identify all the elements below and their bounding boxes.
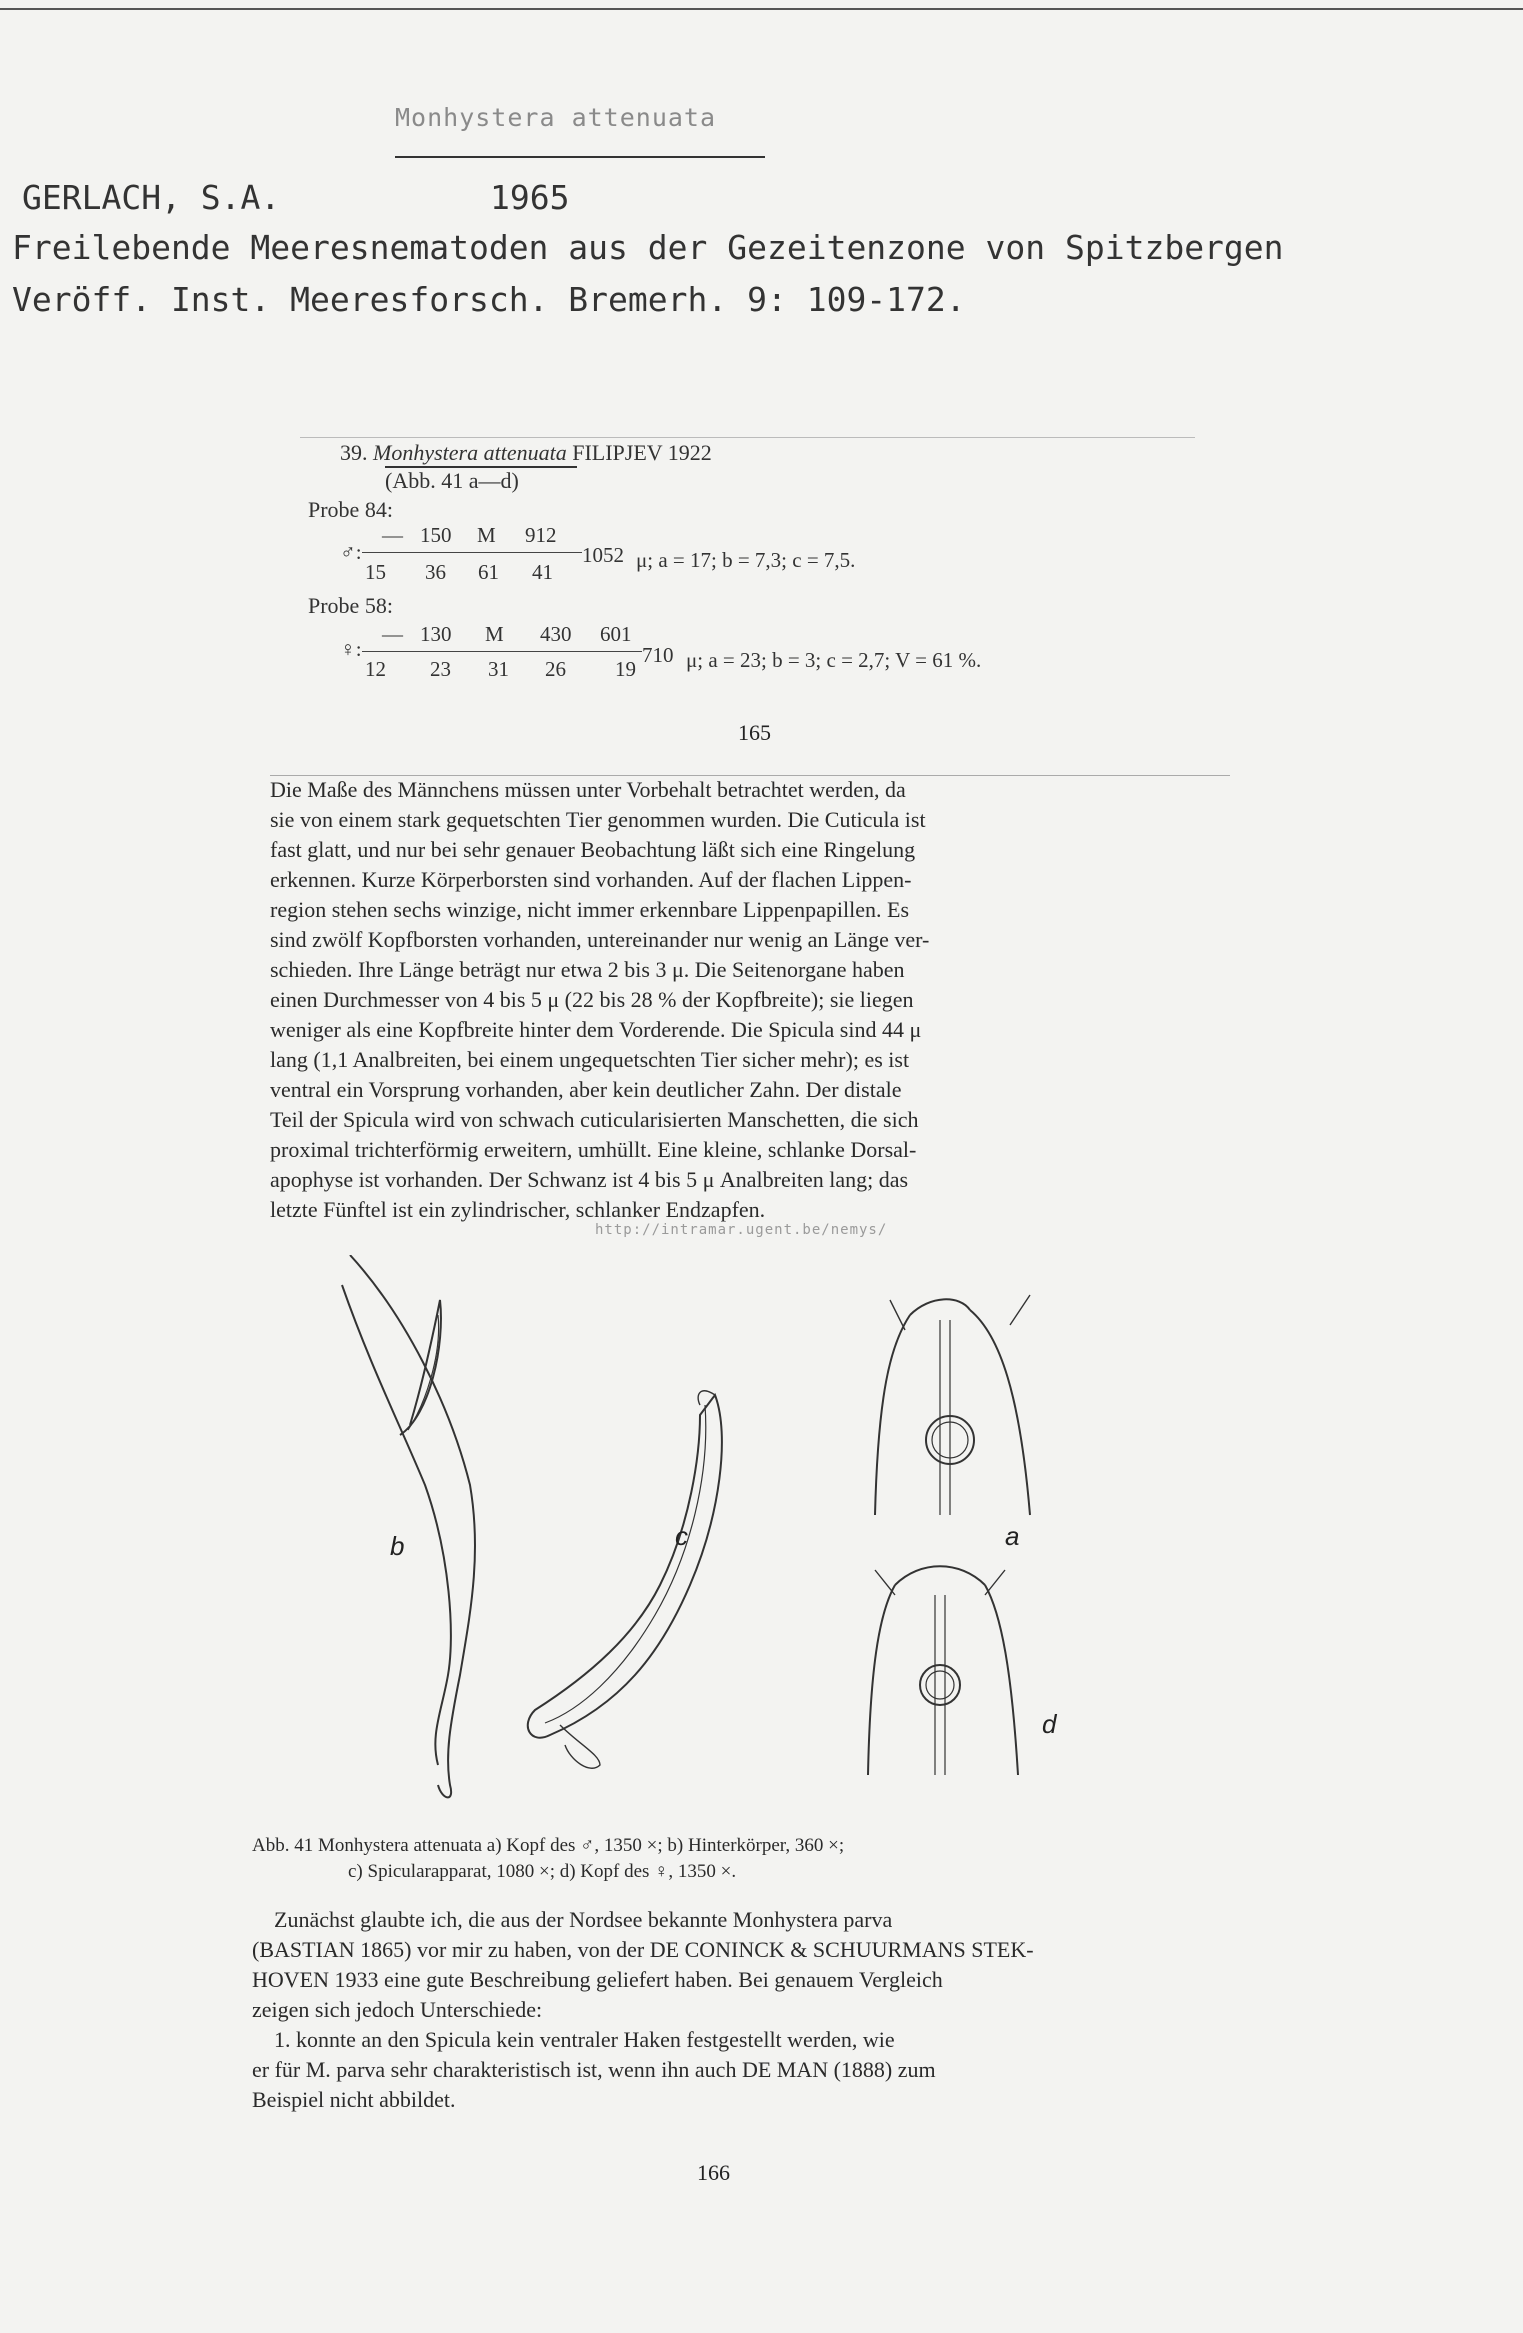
comparison-paragraph	[252, 1905, 1034, 2115]
description-line: erkennen. Kurze Körperborsten sind vorhanden. Auf der flachen Lippen-	[270, 867, 912, 892]
female-top-1: 130	[420, 622, 452, 646]
comparison-line: er für M. parva sehr charakteristisch ist, wenn ihn auch DE MAN (1888) zum	[252, 2057, 936, 2082]
description-line: Die Maße des Männchens müssen unter Vorbehalt betrachtet werden, da	[270, 777, 906, 802]
species-entry-heading	[340, 440, 712, 466]
male-top-3: 912	[525, 523, 557, 547]
female-top-3: 430	[540, 622, 572, 646]
citation-title: Freilebende Meeresnematoden aus der Gezeitenzone von Spitzbergen	[12, 228, 1284, 267]
probe-84-label: Probe 84:	[308, 497, 393, 522]
comparison-line: 1. konnte an den Spicula kein ventraler Haken festgestellt werden, wie	[274, 2027, 895, 2052]
male-bottom-0: 15	[365, 560, 386, 584]
figure-label-a: a	[1005, 1521, 1020, 1551]
drawing-c-spicule	[528, 1395, 722, 1738]
probe-58-label: Probe 58:	[308, 593, 393, 618]
female-symbol: ♀:	[340, 637, 362, 661]
description-line: einen Durchmesser von 4 bis 5 μ (22 bis 28 % der Kopfbreite); sie liegen	[270, 987, 914, 1012]
entry-authority: FILIPJEV 1922	[572, 440, 712, 465]
description-line: sie von einem stark gequetschten Tier genommen wurden. Die Cuticula ist	[270, 807, 926, 832]
male-bottom-1: 36	[425, 560, 446, 584]
drawing-b-dorsal	[350, 1255, 475, 1797]
comparison-line: zeigen sich jedoch Unterschiede:	[252, 1997, 543, 2022]
comparison-line: (BASTIAN 1865) vor mir zu haben, von der DE CONINCK & SCHUURMANS STEK-	[252, 1937, 1034, 1962]
female-top-2: M	[485, 622, 504, 646]
drawing-b-hindbody	[342, 1285, 451, 1765]
description-paragraph	[270, 775, 1225, 1225]
male-top-2: M	[477, 523, 496, 547]
male-bottom-3: 41	[532, 560, 553, 584]
entry-number: 39.	[340, 440, 368, 465]
drawing-a-head-left	[875, 1315, 910, 1515]
drawing-a-head-right	[970, 1310, 1030, 1515]
male-bottom-2: 61	[478, 560, 499, 584]
figure-caption	[252, 1833, 844, 1885]
page-number-165: 165	[738, 720, 771, 745]
entry-species-name: Monhystera attenuata	[373, 440, 567, 465]
watermark-url: http://intramar.ugent.be/nemys/	[595, 1222, 888, 1238]
page-number-166: 166	[697, 2160, 730, 2185]
description-line: lang (1,1 Analbreiten, bei einem ungequetschten Tier sicher mehr); es ist	[270, 1047, 910, 1072]
description-line: weniger als eine Kopfbreite hinter dem Vorderende. Die Spicula sind 44 μ	[270, 1017, 922, 1042]
drawing-b-spicule	[400, 1300, 441, 1435]
description-line: Teil der Spicula wird von schwach cuticularisierten Manschetten, die sich	[270, 1107, 919, 1132]
female-top-0: —	[382, 622, 403, 646]
comparison-line: Beispiel nicht abbildet.	[252, 2087, 456, 2112]
female-bottom-4: 19	[615, 657, 636, 681]
citation-journal: Veröff. Inst. Meeresforsch. Bremerh. 9: 109-172.	[12, 280, 966, 319]
female-fraction-line	[362, 651, 642, 652]
description-line: fast glatt, und nur bei sehr genauer Beobachtung läßt sich eine Ringelung	[270, 837, 916, 862]
entry-figure-ref: (Abb. 41 a—d)	[385, 468, 519, 493]
female-bottom-3: 26	[545, 657, 566, 681]
citation-year: 1965	[490, 178, 570, 217]
description-line: region stehen sechs winzige, nicht immer erkennbare Lippenpapillen. Es	[270, 897, 910, 922]
top-border	[0, 8, 1523, 10]
female-bottom-1: 23	[430, 657, 451, 681]
title-underline	[395, 156, 765, 158]
male-top-0: —	[382, 523, 403, 547]
female-total: 710	[642, 643, 674, 667]
scan-separator	[300, 437, 1195, 438]
female-bottom-0: 12	[365, 657, 386, 681]
comparison-line: HOVEN 1933 eine gute Beschreibung geliefert haben. Bei genauem Vergleich	[252, 1967, 943, 1992]
figure-abb-41	[330, 1255, 1230, 1820]
caption-line-1: Abb. 41 Monhystera attenuata a) Kopf des ♂, 1350 ×; b) Hinterkörper, 360 ×;	[252, 1835, 845, 1856]
description-line: letzte Fünftel ist ein zylindrischer, schlanker Endzapfen.	[270, 1197, 766, 1222]
male-top-1: 150	[420, 523, 452, 547]
citation-author: GERLACH, S.A.	[22, 178, 281, 217]
description-line: apophyse ist vorhanden. Der Schwanz ist 4 bis 5 μ Analbreiten lang; das	[270, 1167, 909, 1192]
description-line: sind zwölf Kopfborsten vorhanden, untereinander nur wenig an Länge ver-	[270, 927, 930, 952]
description-line: proximal trichterförmig erweitern, umhüllt. Eine kleine, schlanke Dorsal-	[270, 1137, 917, 1162]
male-total: 1052	[582, 543, 624, 567]
female-ratios: μ; a = 23; b = 3; c = 2,7; V = 61 %.	[686, 648, 982, 672]
male-symbol: ♂:	[340, 540, 362, 564]
figure-label-c: c	[675, 1521, 688, 1551]
drawing-d-head-left	[868, 1585, 895, 1775]
comparison-line: Zunächst glaubte ich, die aus der Nordsee bekannte Monhystera parva	[274, 1907, 893, 1932]
drawing-d-head-right	[985, 1585, 1018, 1775]
male-fraction-line	[362, 552, 582, 553]
description-line: ventral ein Vorsprung vorhanden, aber kein deutlicher Zahn. Der distale	[270, 1077, 902, 1102]
figure-label-d: d	[1042, 1709, 1057, 1739]
description-line: schieden. Ihre Länge beträgt nur etwa 2 bis 3 μ. Die Seitenorgane haben	[270, 957, 905, 982]
male-ratios: μ; a = 17; b = 7,3; c = 7,5.	[636, 548, 856, 572]
figure-label-b: b	[390, 1531, 405, 1561]
species-title: Monhystera attenuata	[395, 103, 717, 132]
caption-line-2: c) Spicularapparat, 1080 ×; d) Kopf des ♀, 1350 ×.	[348, 1861, 737, 1882]
female-bottom-2: 31	[488, 657, 509, 681]
female-top-4: 601	[600, 622, 632, 646]
